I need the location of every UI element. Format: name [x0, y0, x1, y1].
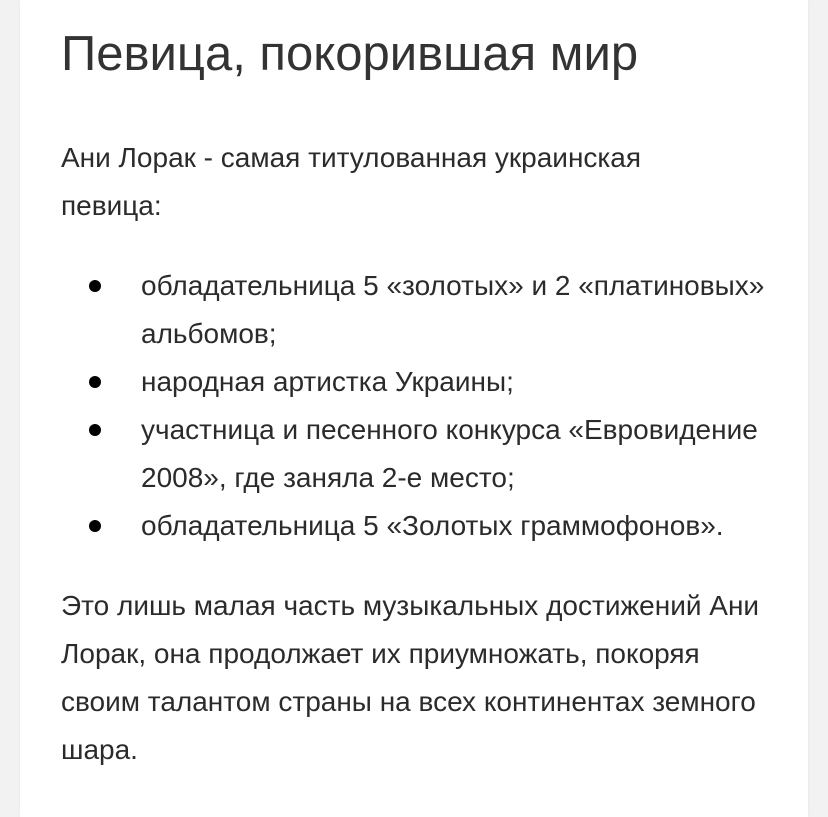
list-item-text: народная артистка Украины; — [141, 366, 514, 397]
page-container — [20, 0, 808, 817]
intro-paragraph: Ани Лорак - самая титулованная украинская певица: — [61, 142, 642, 221]
list-item — [61, 262, 781, 358]
bullet-icon — [89, 376, 101, 388]
article-title: Певица, покорившая мир — [61, 27, 639, 81]
bullet-icon — [89, 280, 101, 292]
list-item — [61, 358, 781, 406]
bullet-icon — [89, 520, 101, 532]
list-item-text: участница и песенного конкурса «Евровидение 2008», где заняла 2-е место; — [141, 414, 758, 493]
list-item — [61, 502, 781, 550]
list-item — [61, 406, 781, 502]
bullet-icon — [89, 424, 101, 436]
outro-paragraph: Это лишь малая часть музыкальных достижений Ани Лорак, она продолжает их приумножать, покоряя своим талантом страны на всех континентах земного шара. — [61, 590, 760, 765]
achievements-list — [61, 262, 781, 550]
list-item-text: обладательница 5 «Золотых граммофонов». — [141, 510, 724, 541]
list-item-text: обладательница 5 «золотых» и 2 «платиновых» альбомов; — [141, 270, 765, 349]
